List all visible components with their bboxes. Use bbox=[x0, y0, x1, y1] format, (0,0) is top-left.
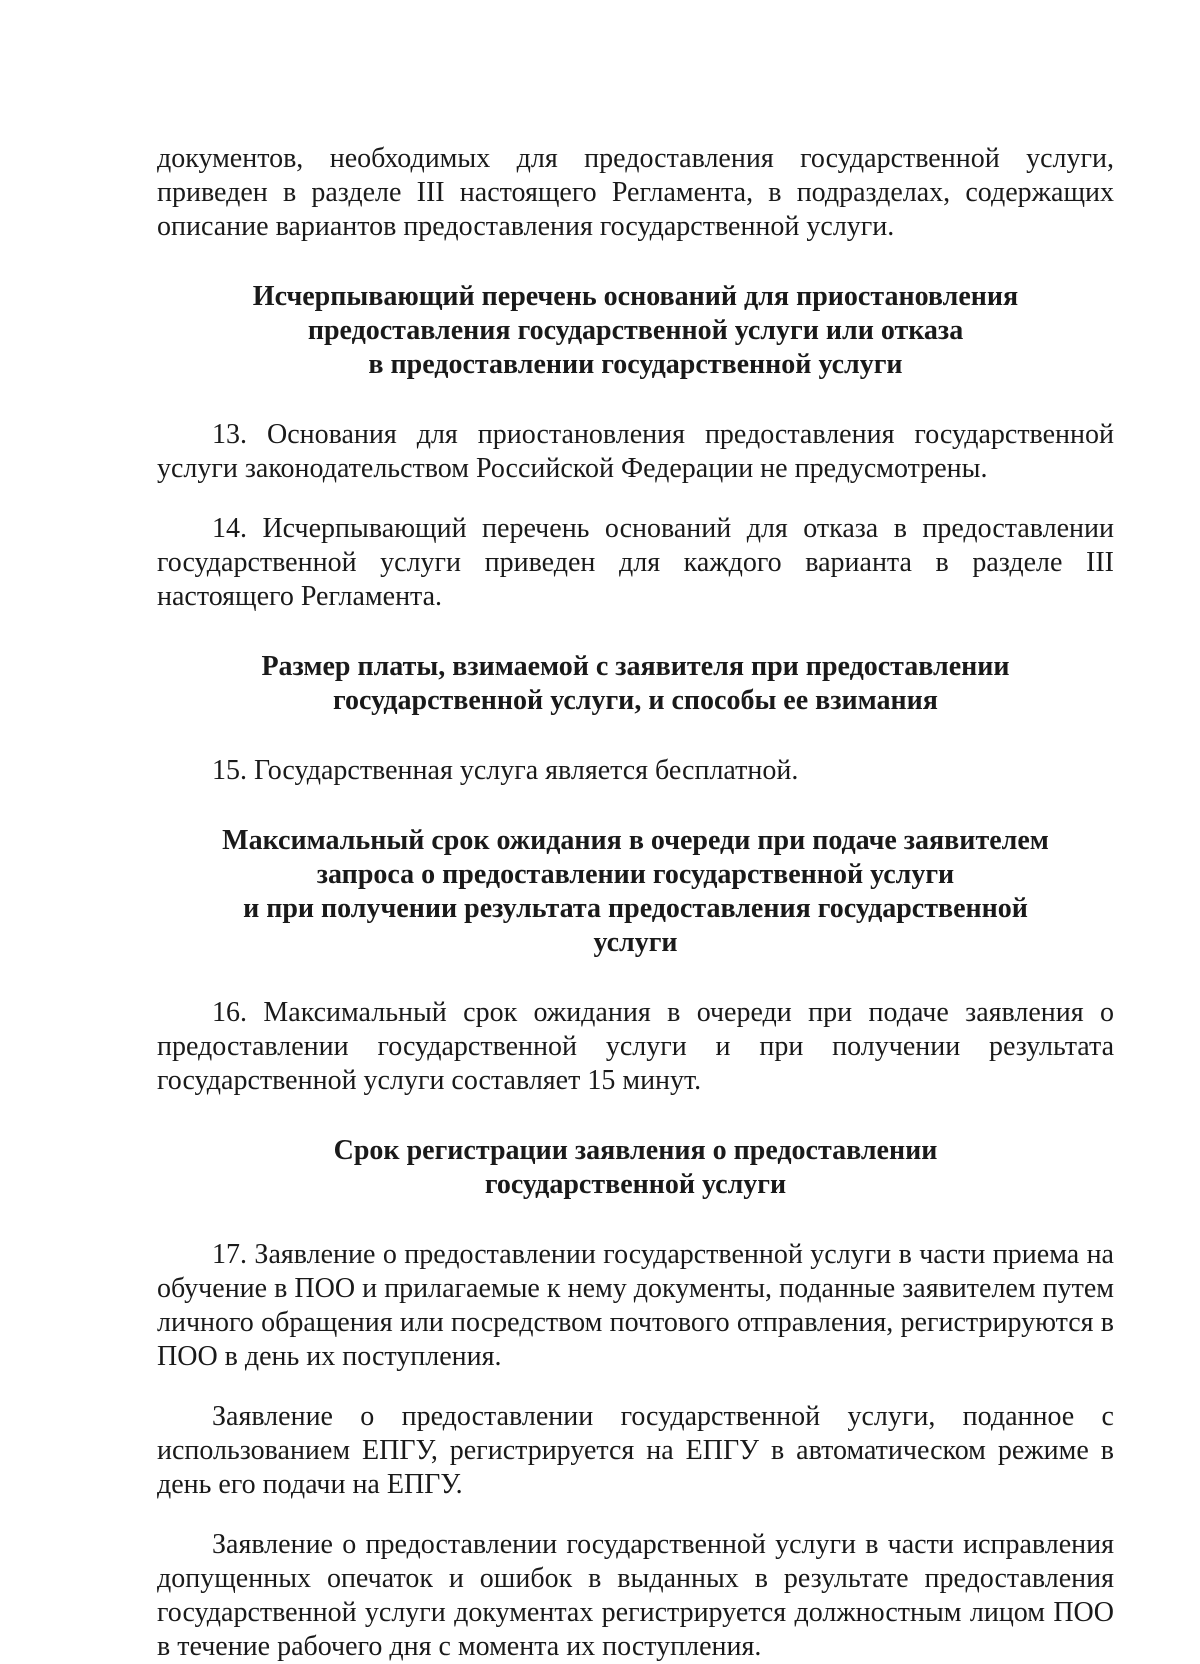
paragraph-17: 17. Заявление о предоставлении государственной услуги в части приема на обучение в ПОО и прилагаемые к нему документы, поданные заявителем путем личного обращения или посредством почтового отправления, регистрируются в ПОО в день их поступления. bbox=[157, 1239, 1114, 1372]
heading-line: государственной услуги bbox=[484, 1169, 787, 1200]
heading-line: и при получении результата предоставления государственной bbox=[243, 893, 1028, 924]
paragraph-16: 16. Максимальный срок ожидания в очереди при подаче заявления о предоставлении государственной услуги и при получении результата государственной услуги составляет 15 минут. bbox=[157, 997, 1114, 1096]
document-body bbox=[157, 142, 1114, 1664]
paragraph-17-corrections: Заявление о предоставлении государственной услуги в части исправления допущенных опечаток и ошибок в выданных в результате предоставления государственной услуги документах регистрируется должностным лицом ПОО в течение рабочего дня с момента их поступления. bbox=[157, 1529, 1114, 1662]
paragraph-17-epgu: Заявление о предоставлении государственной услуги, поданное с использованием ЕПГУ, регистрируется на ЕПГУ в автоматическом режиме в день его подачи на ЕПГУ. bbox=[157, 1401, 1114, 1500]
paragraph-intro: документов, необходимых для предоставления государственной услуги, приведен в разделе III настоящего Регламента, в подразделах, содержащих описание вариантов предоставления государственной услуги. bbox=[157, 143, 1114, 242]
heading-line: Максимальный срок ожидания в очереди при подаче заявителем bbox=[222, 825, 1049, 856]
section-heading-queue-time bbox=[157, 824, 1114, 960]
section-heading-registration-term bbox=[157, 1134, 1114, 1202]
section-heading-fee bbox=[157, 650, 1114, 718]
heading-line: Срок регистрации заявления о предоставлении bbox=[333, 1135, 938, 1166]
heading-line: Исчерпывающий перечень оснований для приостановления bbox=[252, 281, 1019, 312]
heading-line: Размер платы, взимаемой с заявителя при предоставлении bbox=[261, 651, 1010, 682]
heading-line: государственной услуги, и способы ее взимания bbox=[333, 685, 938, 716]
heading-line: услуги bbox=[593, 927, 678, 958]
heading-line: в предоставлении государственной услуги bbox=[368, 349, 903, 380]
paragraph-13: 13. Основания для приостановления предоставления государственной услуги законодательством Российской Федерации не предусмотрены. bbox=[157, 419, 1114, 484]
section-heading-suspension-grounds bbox=[157, 280, 1114, 382]
paragraph-15: 15. Государственная услуга является бесплатной. bbox=[212, 755, 799, 786]
heading-line: запроса о предоставлении государственной услуги bbox=[316, 859, 955, 890]
paragraph-14: 14. Исчерпывающий перечень оснований для отказа в предоставлении государственной услуги приведен для каждого варианта в разделе III настоящего Регламента. bbox=[157, 513, 1114, 612]
heading-line: предоставления государственной услуги или отказа bbox=[307, 315, 964, 346]
